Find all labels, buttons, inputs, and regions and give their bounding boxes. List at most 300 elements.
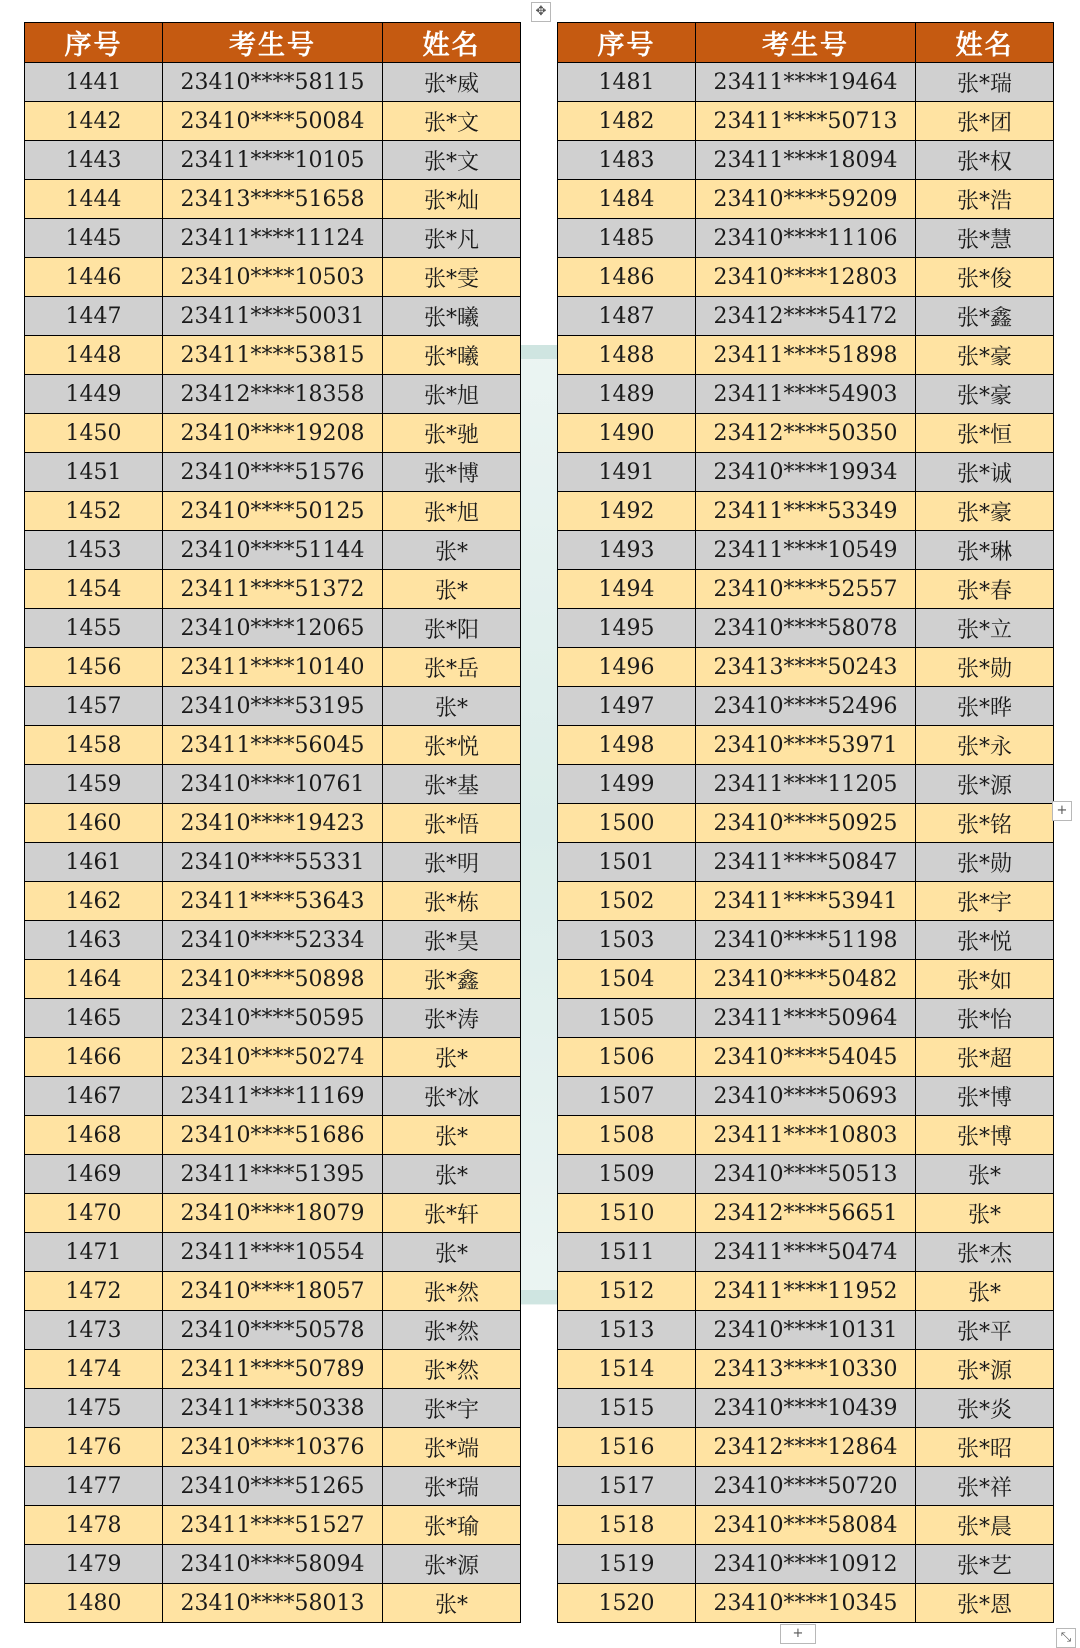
cell-name: 张*灿	[383, 180, 521, 219]
cell-index: 1478	[25, 1506, 163, 1545]
cell-index: 1516	[558, 1428, 696, 1467]
cell-name: 张*昭	[916, 1428, 1054, 1467]
cell-index: 1441	[25, 63, 163, 102]
cell-exam-number: 23410****12803	[696, 258, 916, 297]
cell-index: 1517	[558, 1467, 696, 1506]
table-row	[558, 1389, 1054, 1428]
cell-exam-number: 23410****50693	[696, 1077, 916, 1116]
cell-exam-number: 23411****50031	[163, 297, 383, 336]
table-row	[25, 141, 521, 180]
cell-name: 张*艺	[916, 1545, 1054, 1584]
header-row	[558, 23, 1054, 63]
cell-index: 1467	[25, 1077, 163, 1116]
cell-exam-number: 23411****11205	[696, 765, 916, 804]
cell-name: 张*源	[383, 1545, 521, 1584]
cell-name: 张*	[383, 1584, 521, 1623]
table-row	[558, 726, 1054, 765]
cell-index: 1508	[558, 1116, 696, 1155]
cell-exam-number: 23410****50720	[696, 1467, 916, 1506]
cell-index: 1506	[558, 1038, 696, 1077]
cell-index: 1515	[558, 1389, 696, 1428]
cell-exam-number: 23411****50338	[163, 1389, 383, 1428]
cell-index: 1466	[25, 1038, 163, 1077]
header-row	[25, 23, 521, 63]
cell-name: 张*涛	[383, 999, 521, 1038]
header-exam-number: 考生号	[696, 23, 916, 63]
cell-name: 张*铭	[916, 804, 1054, 843]
table-row	[25, 1506, 521, 1545]
cell-exam-number: 23411****50847	[696, 843, 916, 882]
table-row	[25, 843, 521, 882]
cell-index: 1489	[558, 375, 696, 414]
cell-index: 1492	[558, 492, 696, 531]
table-row	[25, 1272, 521, 1311]
cell-name: 张*怡	[916, 999, 1054, 1038]
table-row	[558, 1428, 1054, 1467]
cell-name: 张*平	[916, 1311, 1054, 1350]
cell-exam-number: 23410****52557	[696, 570, 916, 609]
cell-index: 1510	[558, 1194, 696, 1233]
cell-name: 张*旭	[383, 375, 521, 414]
cell-name: 张*文	[383, 102, 521, 141]
cell-name: 张*勋	[916, 648, 1054, 687]
cell-exam-number: 23411****53815	[163, 336, 383, 375]
table-row	[558, 1155, 1054, 1194]
cell-index: 1503	[558, 921, 696, 960]
cell-index: 1498	[558, 726, 696, 765]
cell-index: 1504	[558, 960, 696, 999]
table-row	[558, 999, 1054, 1038]
table-row	[558, 1233, 1054, 1272]
cell-name: 张*明	[383, 843, 521, 882]
table-row	[558, 687, 1054, 726]
table-row	[25, 570, 521, 609]
cell-exam-number: 23410****18079	[163, 1194, 383, 1233]
table-row	[558, 1584, 1054, 1623]
cell-name: 张*	[383, 1155, 521, 1194]
table-row	[25, 1467, 521, 1506]
move-icon[interactable]: ✥	[531, 2, 551, 22]
table-row	[558, 102, 1054, 141]
cell-exam-number: 23410****58013	[163, 1584, 383, 1623]
cell-name: 张*然	[383, 1311, 521, 1350]
cell-index: 1474	[25, 1350, 163, 1389]
cell-exam-number: 23410****52496	[696, 687, 916, 726]
cell-name: 张*立	[916, 609, 1054, 648]
cell-index: 1481	[558, 63, 696, 102]
table-row	[25, 1194, 521, 1233]
cell-index: 1476	[25, 1428, 163, 1467]
cell-index: 1499	[558, 765, 696, 804]
cell-exam-number: 23410****58094	[163, 1545, 383, 1584]
table-row	[25, 726, 521, 765]
cell-index: 1501	[558, 843, 696, 882]
cell-index: 1493	[558, 531, 696, 570]
cell-name: 张*博	[916, 1116, 1054, 1155]
cell-name: 张*源	[916, 765, 1054, 804]
cell-exam-number: 23410****10131	[696, 1311, 916, 1350]
cell-index: 1464	[25, 960, 163, 999]
cell-exam-number: 23411****53349	[696, 492, 916, 531]
table-row	[558, 258, 1054, 297]
cell-name: 张*晨	[916, 1506, 1054, 1545]
cell-name: 张*团	[916, 102, 1054, 141]
cell-index: 1518	[558, 1506, 696, 1545]
table-row	[558, 453, 1054, 492]
table-row	[25, 648, 521, 687]
cell-exam-number: 23410****50084	[163, 102, 383, 141]
table-row	[558, 180, 1054, 219]
cell-name: 张*	[383, 1233, 521, 1272]
table-row	[558, 531, 1054, 570]
cell-name: 张*豪	[916, 336, 1054, 375]
cell-name: 张*恒	[916, 414, 1054, 453]
cell-exam-number: 23410****50125	[163, 492, 383, 531]
cell-name: 张*琳	[916, 531, 1054, 570]
cell-exam-number: 23413****50243	[696, 648, 916, 687]
cell-name: 张*威	[383, 63, 521, 102]
cell-exam-number: 23410****51198	[696, 921, 916, 960]
roster-table-right	[557, 22, 1054, 1623]
table-row	[25, 531, 521, 570]
cell-name: 张*	[383, 1038, 521, 1077]
cell-exam-number: 23411****10554	[163, 1233, 383, 1272]
cell-exam-number: 23412****50350	[696, 414, 916, 453]
cell-exam-number: 23410****58084	[696, 1506, 916, 1545]
table-row	[25, 375, 521, 414]
cell-name: 张*俊	[916, 258, 1054, 297]
cell-name: 张*冰	[383, 1077, 521, 1116]
cell-name: 张*	[383, 570, 521, 609]
table-row	[25, 1545, 521, 1584]
cell-exam-number: 23410****59209	[696, 180, 916, 219]
header-index: 序号	[25, 23, 163, 63]
cell-exam-number: 23411****50964	[696, 999, 916, 1038]
table-row	[25, 1311, 521, 1350]
table-row	[558, 843, 1054, 882]
cell-name: 张*豪	[916, 375, 1054, 414]
cell-exam-number: 23410****51686	[163, 1116, 383, 1155]
table-row	[25, 102, 521, 141]
cell-exam-number: 23410****53971	[696, 726, 916, 765]
cell-name: 张*端	[383, 1428, 521, 1467]
cell-name: 张*慧	[916, 219, 1054, 258]
table-row	[558, 960, 1054, 999]
cell-index: 1472	[25, 1272, 163, 1311]
table-row	[558, 1467, 1054, 1506]
cell-exam-number: 23410****10345	[696, 1584, 916, 1623]
cell-exam-number: 23410****55331	[163, 843, 383, 882]
cell-index: 1443	[25, 141, 163, 180]
cell-name: 张*基	[383, 765, 521, 804]
cell-index: 1444	[25, 180, 163, 219]
cell-name: 张*宇	[383, 1389, 521, 1428]
table-row	[558, 141, 1054, 180]
cell-index: 1496	[558, 648, 696, 687]
cell-index: 1480	[25, 1584, 163, 1623]
cell-index: 1445	[25, 219, 163, 258]
cell-index: 1482	[558, 102, 696, 141]
header-name: 姓名	[916, 23, 1054, 63]
add-column-icon[interactable]: +	[1052, 801, 1072, 821]
cell-exam-number: 23412****56651	[696, 1194, 916, 1233]
cell-exam-number: 23410****11106	[696, 219, 916, 258]
cell-index: 1465	[25, 999, 163, 1038]
cell-index: 1471	[25, 1233, 163, 1272]
cell-index: 1450	[25, 414, 163, 453]
cell-exam-number: 23410****50513	[696, 1155, 916, 1194]
table-row	[558, 1116, 1054, 1155]
resize-icon[interactable]: ⤡	[1056, 1628, 1076, 1648]
table-row	[25, 63, 521, 102]
table-row	[25, 687, 521, 726]
cell-exam-number: 23411****56045	[163, 726, 383, 765]
cell-name: 张*雯	[383, 258, 521, 297]
cell-exam-number: 23410****50925	[696, 804, 916, 843]
cell-name: 张*然	[383, 1350, 521, 1389]
table-row	[25, 1584, 521, 1623]
table-row	[25, 1077, 521, 1116]
cell-exam-number: 23411****51898	[696, 336, 916, 375]
cell-name: 张*博	[383, 453, 521, 492]
cell-index: 1446	[25, 258, 163, 297]
cell-index: 1502	[558, 882, 696, 921]
cell-exam-number: 23410****50595	[163, 999, 383, 1038]
cell-name: 张*勋	[916, 843, 1054, 882]
cell-exam-number: 23412****18358	[163, 375, 383, 414]
cell-exam-number: 23410****19423	[163, 804, 383, 843]
table-row	[25, 297, 521, 336]
cell-index: 1459	[25, 765, 163, 804]
cell-name: 张*春	[916, 570, 1054, 609]
cell-name: 张*	[383, 531, 521, 570]
table-row	[558, 1350, 1054, 1389]
cell-index: 1513	[558, 1311, 696, 1350]
cell-name: 张*阳	[383, 609, 521, 648]
table-row	[558, 492, 1054, 531]
cell-name: 张*凡	[383, 219, 521, 258]
cell-name: 张*瑜	[383, 1506, 521, 1545]
table-row	[25, 921, 521, 960]
table-row	[25, 1428, 521, 1467]
cell-index: 1505	[558, 999, 696, 1038]
cell-index: 1500	[558, 804, 696, 843]
cell-name: 张*曦	[383, 336, 521, 375]
cell-name: 张*豪	[916, 492, 1054, 531]
table-row	[558, 1272, 1054, 1311]
table-row	[25, 258, 521, 297]
cell-index: 1473	[25, 1311, 163, 1350]
cell-exam-number: 23410****10376	[163, 1428, 383, 1467]
cell-exam-number: 23411****53941	[696, 882, 916, 921]
table-row	[25, 765, 521, 804]
header-exam-number: 考生号	[163, 23, 383, 63]
table-row	[25, 492, 521, 531]
cell-exam-number: 23411****10105	[163, 141, 383, 180]
cell-index: 1477	[25, 1467, 163, 1506]
cell-name: 张*瑞	[383, 1467, 521, 1506]
cell-index: 1475	[25, 1389, 163, 1428]
cell-exam-number: 23410****51265	[163, 1467, 383, 1506]
cell-index: 1490	[558, 414, 696, 453]
cell-exam-number: 23413****51658	[163, 180, 383, 219]
cell-name: 张*昊	[383, 921, 521, 960]
cell-name: 张*	[383, 1116, 521, 1155]
table-row	[558, 1311, 1054, 1350]
cell-index: 1454	[25, 570, 163, 609]
cell-exam-number: 23411****50789	[163, 1350, 383, 1389]
cell-exam-number: 23413****10330	[696, 1350, 916, 1389]
table-row	[25, 1116, 521, 1155]
cell-exam-number: 23410****50898	[163, 960, 383, 999]
table-row	[558, 63, 1054, 102]
cell-index: 1486	[558, 258, 696, 297]
cell-index: 1491	[558, 453, 696, 492]
table-row	[25, 219, 521, 258]
cell-exam-number: 23410****10761	[163, 765, 383, 804]
cell-exam-number: 23412****54172	[696, 297, 916, 336]
table-row	[558, 1545, 1054, 1584]
cell-name: 张*晔	[916, 687, 1054, 726]
cell-name: 张*	[916, 1155, 1054, 1194]
cell-exam-number: 23411****50713	[696, 102, 916, 141]
cell-name: 张*文	[383, 141, 521, 180]
roster-table-left	[24, 22, 521, 1623]
table-row	[558, 297, 1054, 336]
cell-exam-number: 23410****51144	[163, 531, 383, 570]
cell-exam-number: 23411****11169	[163, 1077, 383, 1116]
cell-index: 1460	[25, 804, 163, 843]
cell-exam-number: 23411****53643	[163, 882, 383, 921]
table-row	[25, 804, 521, 843]
cell-index: 1511	[558, 1233, 696, 1272]
table-row	[25, 960, 521, 999]
cell-exam-number: 23411****54903	[696, 375, 916, 414]
cell-index: 1470	[25, 1194, 163, 1233]
table-row	[558, 1077, 1054, 1116]
cell-exam-number: 23411****50474	[696, 1233, 916, 1272]
cell-index: 1455	[25, 609, 163, 648]
table-row	[25, 999, 521, 1038]
cell-name: 张*	[383, 687, 521, 726]
cell-name: 张*	[916, 1272, 1054, 1311]
table-row	[558, 648, 1054, 687]
cell-exam-number: 23410****19934	[696, 453, 916, 492]
cell-name: 张*权	[916, 141, 1054, 180]
table-row	[25, 1038, 521, 1077]
table-row	[558, 804, 1054, 843]
cell-name: 张*	[916, 1194, 1054, 1233]
cell-name: 张*岳	[383, 648, 521, 687]
cell-index: 1488	[558, 336, 696, 375]
cell-exam-number: 23410****58078	[696, 609, 916, 648]
table-row	[25, 1233, 521, 1272]
cell-name: 张*诚	[916, 453, 1054, 492]
cell-index: 1520	[558, 1584, 696, 1623]
cell-name: 张*悟	[383, 804, 521, 843]
table-row	[558, 375, 1054, 414]
cell-name: 张*永	[916, 726, 1054, 765]
table-row	[558, 609, 1054, 648]
cell-name: 张*瑞	[916, 63, 1054, 102]
table-row	[558, 921, 1054, 960]
table-row	[25, 336, 521, 375]
cell-index: 1497	[558, 687, 696, 726]
cell-name: 张*超	[916, 1038, 1054, 1077]
table-row	[25, 1350, 521, 1389]
table-row	[25, 609, 521, 648]
cell-name: 张*悦	[916, 921, 1054, 960]
cell-exam-number: 23410****50482	[696, 960, 916, 999]
table-row	[558, 570, 1054, 609]
cell-exam-number: 23411****19464	[696, 63, 916, 102]
cell-exam-number: 23411****10549	[696, 531, 916, 570]
header-name: 姓名	[383, 23, 521, 63]
cell-name: 张*旭	[383, 492, 521, 531]
cell-exam-number: 23410****53195	[163, 687, 383, 726]
cell-name: 张*炎	[916, 1389, 1054, 1428]
cell-index: 1512	[558, 1272, 696, 1311]
cell-name: 张*鑫	[916, 297, 1054, 336]
cell-name: 张*浩	[916, 180, 1054, 219]
cell-exam-number: 23410****19208	[163, 414, 383, 453]
table-row	[558, 882, 1054, 921]
cell-index: 1442	[25, 102, 163, 141]
table-row	[25, 180, 521, 219]
cell-exam-number: 23412****12864	[696, 1428, 916, 1467]
cell-index: 1509	[558, 1155, 696, 1194]
cell-exam-number: 23410****58115	[163, 63, 383, 102]
table-row	[25, 1155, 521, 1194]
cell-index: 1457	[25, 687, 163, 726]
table-row	[558, 1506, 1054, 1545]
cell-exam-number: 23411****11124	[163, 219, 383, 258]
cell-name: 张*祥	[916, 1467, 1054, 1506]
cell-index: 1494	[558, 570, 696, 609]
cell-exam-number: 23410****12065	[163, 609, 383, 648]
cell-exam-number: 23411****10140	[163, 648, 383, 687]
cell-index: 1483	[558, 141, 696, 180]
cell-index: 1479	[25, 1545, 163, 1584]
cell-name: 张*杰	[916, 1233, 1054, 1272]
cell-index: 1456	[25, 648, 163, 687]
cell-index: 1495	[558, 609, 696, 648]
cell-index: 1507	[558, 1077, 696, 1116]
cell-index: 1451	[25, 453, 163, 492]
cell-index: 1514	[558, 1350, 696, 1389]
cell-index: 1453	[25, 531, 163, 570]
add-row-icon[interactable]: +	[780, 1624, 816, 1644]
cell-exam-number: 23410****10503	[163, 258, 383, 297]
cell-name: 张*轩	[383, 1194, 521, 1233]
cell-name: 张*驰	[383, 414, 521, 453]
cell-name: 张*宇	[916, 882, 1054, 921]
cell-exam-number: 23410****18057	[163, 1272, 383, 1311]
cell-index: 1449	[25, 375, 163, 414]
cell-index: 1485	[558, 219, 696, 258]
cell-exam-number: 23410****52334	[163, 921, 383, 960]
cell-index: 1458	[25, 726, 163, 765]
header-index: 序号	[558, 23, 696, 63]
cell-name: 张*如	[916, 960, 1054, 999]
cell-index: 1463	[25, 921, 163, 960]
cell-index: 1461	[25, 843, 163, 882]
table-row	[558, 1038, 1054, 1077]
cell-name: 张*源	[916, 1350, 1054, 1389]
cell-index: 1462	[25, 882, 163, 921]
table-row	[558, 765, 1054, 804]
cell-exam-number: 23410****54045	[696, 1038, 916, 1077]
